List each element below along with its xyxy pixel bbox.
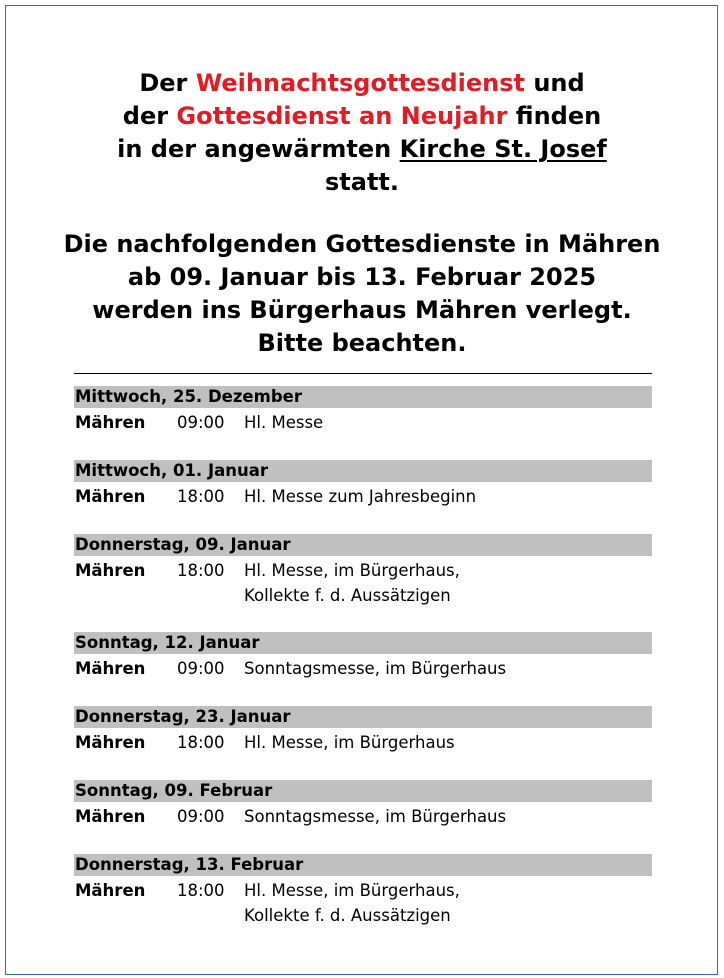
highlight-christmas-service: Weihnachtsgottesdienst [195, 69, 525, 97]
divider-line [74, 373, 652, 374]
service-date: Donnerstag, 13. Februar [74, 854, 652, 876]
service-time: 09:00 [177, 413, 225, 432]
notice-line-2 [0, 100, 724, 133]
service-place: Mähren [75, 733, 146, 752]
service-row [74, 558, 652, 608]
service-row [74, 410, 652, 435]
service-description-line: Sonntagsmesse, im Bürgerhaus [244, 807, 507, 826]
highlight-new-year-service: Gottesdienst an Neujahr [176, 102, 508, 130]
notice-text: der [122, 102, 177, 130]
service-date: Donnerstag, 23. Januar [74, 706, 652, 728]
service-time: 18:00 [177, 487, 225, 506]
service-description-line: Hl. Messe, im Bürgerhaus, [244, 561, 460, 580]
service-entry [74, 632, 652, 681]
service-place: Mähren [75, 561, 146, 580]
notice-line-3 [0, 133, 724, 166]
service-entry [74, 534, 652, 608]
notice-text: Der [139, 69, 196, 97]
service-row [74, 484, 652, 509]
service-entry [74, 780, 652, 829]
service-time: 18:00 [177, 881, 225, 900]
service-time: 09:00 [177, 659, 225, 678]
service-date: Mittwoch, 01. Januar [74, 460, 652, 482]
service-description-line: Hl. Messe [244, 413, 324, 432]
service-description [244, 410, 652, 435]
service-description [244, 804, 652, 829]
service-description-line: Kollekte f. d. Aussätzigen [244, 586, 451, 605]
service-place: Mähren [75, 881, 146, 900]
relocation-notice [0, 228, 724, 360]
service-time: 18:00 [177, 733, 225, 752]
service-description-line: Hl. Messe, im Bürgerhaus, [244, 881, 460, 900]
service-row [74, 804, 652, 829]
service-place: Mähren [75, 659, 146, 678]
service-date: Sonntag, 09. Februar [74, 780, 652, 802]
service-description [244, 730, 652, 755]
service-description [244, 878, 652, 928]
service-date: Donnerstag, 09. Januar [74, 534, 652, 556]
service-schedule [74, 386, 652, 952]
notice-text: in der angewärmten [117, 135, 400, 163]
service-date: Sonntag, 12. Januar [74, 632, 652, 654]
notice-text: und [524, 69, 585, 97]
relocation-line-2: ab 09. Januar bis 13. Februar 2025 [127, 263, 597, 291]
service-description-line: Sonntagsmesse, im Bürgerhaus [244, 659, 507, 678]
service-description-line: Kollekte f. d. Aussätzigen [244, 906, 451, 925]
service-date: Mittwoch, 25. Dezember [74, 386, 652, 408]
service-description-line: Hl. Messe, im Bürgerhaus [244, 733, 455, 752]
service-time: 18:00 [177, 561, 225, 580]
service-time: 09:00 [177, 807, 225, 826]
service-entry [74, 460, 652, 509]
service-entry [74, 706, 652, 755]
christmas-notice [0, 67, 724, 199]
service-entry [74, 854, 652, 928]
relocation-line-1: Die nachfolgenden Gottesdienste in Mähren [63, 230, 661, 258]
service-row [74, 730, 652, 755]
service-row [74, 878, 652, 928]
service-description-line: Hl. Messe zum Jahresbeginn [244, 487, 477, 506]
notice-line-1 [0, 67, 724, 100]
service-place: Mähren [75, 487, 146, 506]
relocation-line-3: werden ins Bürgerhaus Mähren verlegt. [92, 296, 632, 324]
service-description [244, 656, 652, 681]
service-row [74, 656, 652, 681]
notice-line-4: statt. [324, 168, 399, 196]
service-place: Mähren [75, 413, 146, 432]
service-description [244, 558, 652, 608]
service-place: Mähren [75, 807, 146, 826]
notice-text: finden [507, 102, 602, 130]
service-description [244, 484, 652, 509]
service-entry [74, 386, 652, 435]
relocation-line-4: Bitte beachten. [257, 329, 467, 357]
church-name-underlined: Kirche St. Josef [399, 135, 607, 163]
